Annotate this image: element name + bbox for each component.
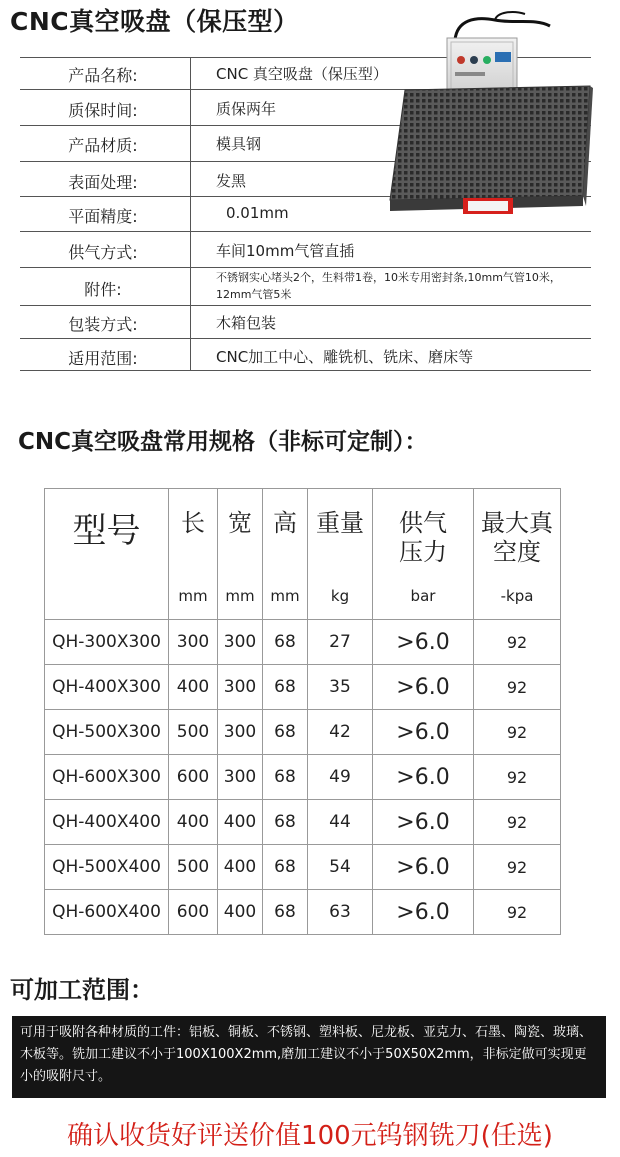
cell-model: QH-600X400 (45, 890, 169, 935)
cell-weight: 63 (308, 890, 373, 935)
info-value: CNC加工中心、雕铣机、铣床、磨床等 (216, 348, 474, 366)
header-model: 型号 (45, 489, 169, 620)
spec-table (44, 488, 561, 935)
info-label: 质保时间: (68, 101, 138, 120)
header-pressure: 供气压力 bar (373, 489, 474, 620)
cell-height: 68 (263, 665, 308, 710)
info-value: 模具钢 (216, 135, 262, 153)
header-vacuum: 最大真空度 -kpa (474, 489, 561, 620)
cell-width: 300 (218, 710, 263, 755)
table-row (45, 755, 561, 800)
cell-pressure: >6.0 (373, 710, 474, 755)
cell-length: 400 (169, 665, 218, 710)
cell-weight: 27 (308, 620, 373, 665)
cell-height: 68 (263, 890, 308, 935)
info-value: 不锈钢实心堵头2个，生料带1卷，10米专用密封条,10mm气管10米，12mm气管5米 (216, 271, 561, 301)
info-label: 表面处理: (68, 173, 138, 192)
cell-height: 68 (263, 845, 308, 890)
cell-weight: 42 (308, 710, 373, 755)
header-width: 宽 mm (218, 489, 263, 620)
header-weight: 重量 kg (308, 489, 373, 620)
cell-length: 600 (169, 755, 218, 800)
cell-vacuum: 92 (474, 710, 561, 755)
cell-length: 400 (169, 800, 218, 845)
table-row (45, 845, 561, 890)
cell-model: QH-400X400 (45, 800, 169, 845)
cell-width: 300 (218, 755, 263, 800)
table-row (45, 620, 561, 665)
vacuum-chuck-image (385, 8, 600, 228)
cell-length: 300 (169, 620, 218, 665)
cell-vacuum: 92 (474, 845, 561, 890)
cell-pressure: >6.0 (373, 890, 474, 935)
cell-height: 68 (263, 620, 308, 665)
range-title: 可加工范围： (10, 976, 154, 1004)
table-row (45, 710, 561, 755)
divider (190, 57, 191, 371)
cell-vacuum: 92 (474, 800, 561, 845)
cell-model: QH-600X300 (45, 755, 169, 800)
cell-length: 500 (169, 845, 218, 890)
promo-banner: 确认收货好评送价值100元钨钢铣刀(任选) (67, 1121, 553, 1151)
info-value: 车间10mm气管直插 (216, 242, 355, 260)
cell-model: QH-500X300 (45, 710, 169, 755)
table-row (45, 800, 561, 845)
info-label: 适用范围: (68, 349, 138, 368)
header-height: 高 mm (263, 489, 308, 620)
cell-pressure: >6.0 (373, 620, 474, 665)
header-length: 长 mm (169, 489, 218, 620)
info-label: 产品材质: (68, 136, 138, 155)
cell-width: 400 (218, 845, 263, 890)
range-description: 可用于吸附各种材质的工件：铝板、铜板、不锈钢、塑料板、尼龙板、亚克力、石墨、陶瓷、玻璃、木板等。铣加工建议不小于100X100X2mm,磨加工建议不小于50X50X2mm，非标定做可实现更小的吸附尺寸。 (20, 1025, 593, 1084)
table-row (45, 665, 561, 710)
cell-length: 600 (169, 890, 218, 935)
product-photo (385, 8, 600, 228)
cell-vacuum: 92 (474, 890, 561, 935)
cell-weight: 54 (308, 845, 373, 890)
cell-model: QH-500X400 (45, 845, 169, 890)
cell-width: 400 (218, 800, 263, 845)
divider (20, 305, 591, 306)
cell-width: 300 (218, 620, 263, 665)
info-value: 质保两年 (216, 100, 277, 118)
cell-weight: 35 (308, 665, 373, 710)
cell-weight: 49 (308, 755, 373, 800)
info-label: 包装方式: (68, 315, 138, 334)
divider (20, 231, 591, 232)
cell-width: 300 (218, 665, 263, 710)
cell-pressure: >6.0 (373, 665, 474, 710)
cell-height: 68 (263, 755, 308, 800)
table-row (45, 890, 561, 935)
range-description-box (12, 1016, 606, 1098)
info-value: CNC 真空吸盘（保压型） (216, 65, 388, 83)
table-header-row (45, 489, 561, 620)
cell-width: 400 (218, 890, 263, 935)
divider (20, 267, 591, 268)
info-value: 木箱包装 (216, 314, 277, 332)
info-label: 产品名称: (68, 66, 138, 85)
page-title: CNC真空吸盘（保压型） (10, 7, 299, 36)
cell-vacuum: 92 (474, 620, 561, 665)
info-label: 供气方式: (68, 243, 138, 262)
cell-length: 500 (169, 710, 218, 755)
cell-pressure: >6.0 (373, 755, 474, 800)
cell-height: 68 (263, 710, 308, 755)
divider (20, 370, 591, 371)
cell-vacuum: 92 (474, 665, 561, 710)
cell-height: 68 (263, 800, 308, 845)
cell-pressure: >6.0 (373, 800, 474, 845)
cell-weight: 44 (308, 800, 373, 845)
info-value: 0.01mm (226, 204, 289, 222)
cell-model: QH-400X300 (45, 665, 169, 710)
cell-model: QH-300X300 (45, 620, 169, 665)
info-label: 平面精度: (68, 207, 138, 226)
cell-pressure: >6.0 (373, 845, 474, 890)
spec-title: CNC真空吸盘常用规格（非标可定制）： (18, 429, 428, 455)
info-value: 发黑 (216, 172, 247, 190)
info-label: 附件: (84, 280, 122, 299)
divider (20, 338, 591, 339)
cell-vacuum: 92 (474, 755, 561, 800)
